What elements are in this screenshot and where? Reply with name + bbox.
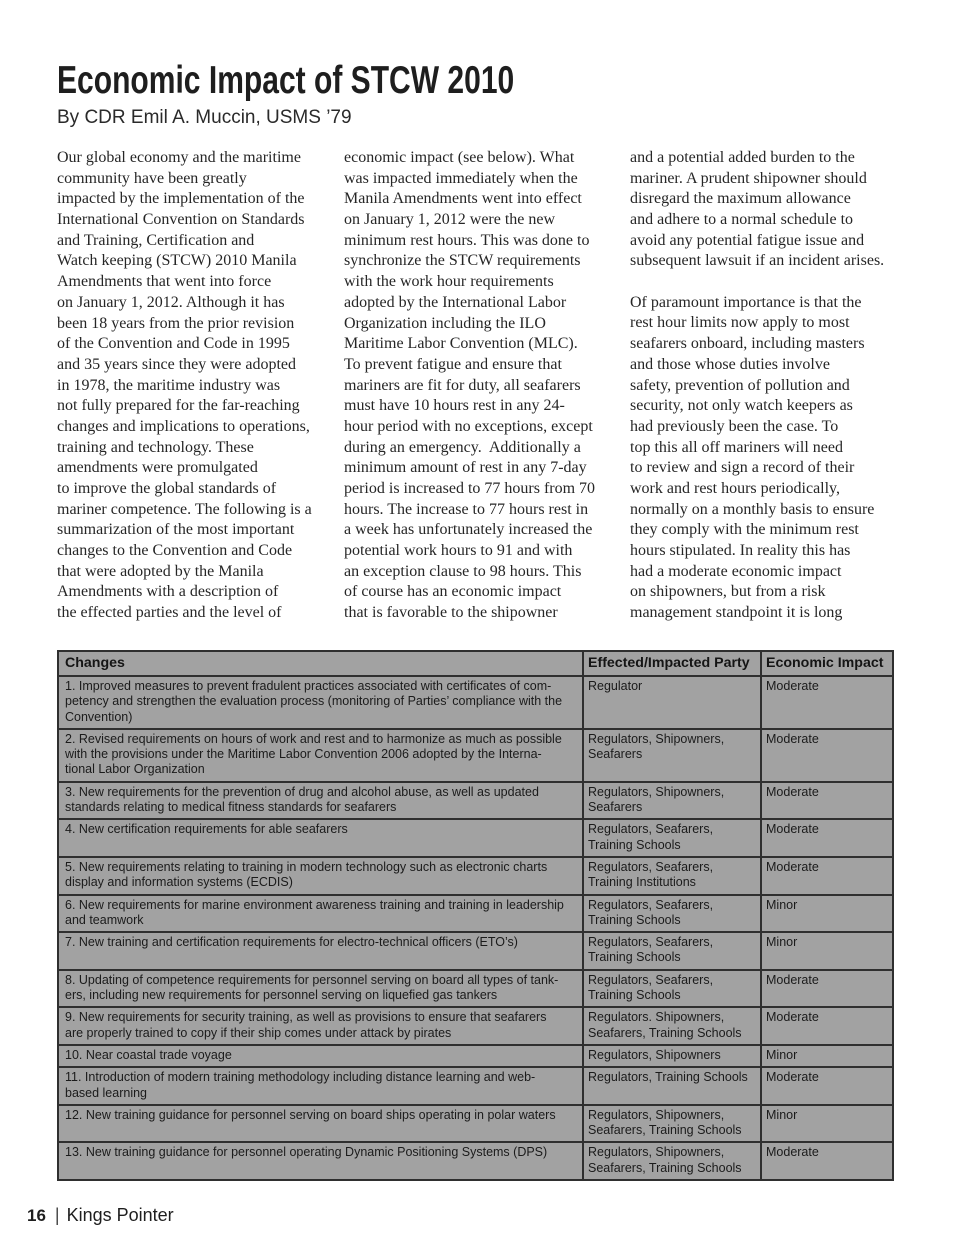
change-cell <box>59 677 582 728</box>
change-cell <box>59 858 582 894</box>
text-line: on January 1, 2012 were the new <box>344 211 556 229</box>
text-line: during an emergency. Additionally a <box>344 438 581 456</box>
change-text-line: 5. New requirements relating to training in modern technology such as electronic charts <box>65 859 548 874</box>
text-line: potential work hours to 91 and with <box>344 542 573 560</box>
party-text-line: Seafarers, Training Schools <box>588 1160 742 1175</box>
text-line: economic impact (see below). What <box>344 149 575 166</box>
party-text-line: Regulators, Shipowners, <box>588 1107 725 1122</box>
party-text-line: Regulators, Shipowners, <box>588 784 725 799</box>
text-line: rest hour limits now apply to most <box>630 314 850 332</box>
impact-cell: Moderate <box>760 820 892 856</box>
party-text-line: Seafarers <box>588 747 643 762</box>
page-footer <box>27 1205 174 1226</box>
table-row <box>59 856 892 894</box>
impact-cell: Minor <box>760 1106 892 1142</box>
text-line: Watch keeping (STCW) 2010 Manila <box>57 252 297 270</box>
text-line: minimum rest hours. This was done to <box>344 231 590 249</box>
change-cell <box>59 783 582 819</box>
change-cell <box>59 730 582 781</box>
change-text-line: 3. New requirements for the prevention of drug and alcohol abuse, as well as updated <box>65 784 539 799</box>
table-row <box>59 894 892 932</box>
impact-cell: Minor <box>760 933 892 969</box>
text-line: a week has unfortunately increased the <box>344 521 593 539</box>
table-row <box>59 1141 892 1179</box>
paragraph <box>630 293 902 624</box>
text-line: they comply with the minimum rest <box>630 521 859 539</box>
paragraph <box>630 148 902 272</box>
table-row <box>59 675 892 728</box>
table-row <box>59 931 892 969</box>
impact-cell: Moderate <box>760 1143 892 1179</box>
text-line: was impacted immediately when the <box>344 169 578 187</box>
change-text-line: 4. New certification requirements for able seafarers <box>65 822 348 837</box>
text-line: hours. The increase to 77 hours rest in <box>344 500 589 518</box>
party-text-line: Regulators. Shipowners, <box>588 1010 725 1025</box>
party-cell <box>582 1143 760 1179</box>
text-line: Manila Amendments went into effect <box>344 190 582 208</box>
text-line: and adhere to a normal schedule to <box>630 211 854 229</box>
text-column-3 <box>630 148 902 624</box>
text-line: an exception clause to 98 hours. This <box>344 562 582 580</box>
text-column-1 <box>57 148 329 624</box>
text-line: Maritime Labor Convention (MLC). <box>344 335 578 353</box>
impact-cell: Moderate <box>760 677 892 728</box>
text-line: that were adopted by the Manila <box>57 562 264 580</box>
text-line: Of paramount importance is that the <box>630 293 862 311</box>
party-text-line: Regulators, Seafarers, <box>588 897 714 912</box>
change-cell <box>59 1068 582 1104</box>
impact-cell: Moderate <box>760 1008 892 1044</box>
party-cell <box>582 896 760 932</box>
table-row <box>59 728 892 781</box>
text-line: changes and implications to operations, <box>57 417 310 435</box>
change-text-line: 9. New requirements for security training, as well as provisions to ensure that seafarers <box>65 1010 547 1025</box>
text-line: top this all off mariners will need <box>630 438 843 456</box>
party-cell <box>582 971 760 1007</box>
party-text-line: Regulators, Shipowners <box>588 1047 721 1062</box>
text-line: adopted by the International Labor <box>344 293 567 311</box>
text-line: and Training, Certification and <box>57 231 255 249</box>
party-text-line: Training Institutions <box>588 875 696 890</box>
change-cell <box>59 971 582 1007</box>
change-text-line: petency and strengthen the evaluation process (monitoring of Parties’ compliance with the <box>65 694 563 709</box>
change-text-line: and teamwork <box>65 912 144 927</box>
text-line: mariners are fit for duty, all seafarers <box>344 376 581 394</box>
table-header-row <box>59 652 892 675</box>
text-line: synchronize the STCW requirements <box>344 252 581 270</box>
party-text-line: Training Schools <box>588 950 681 965</box>
table-row <box>59 1044 892 1066</box>
text-line: to improve the global standards of <box>57 480 277 497</box>
text-line: not fully prepared for the far-reaching <box>57 397 300 415</box>
party-text-line: Regulators, Seafarers, <box>588 972 714 987</box>
text-line: had a moderate economic impact <box>630 562 842 580</box>
text-line: had previously been the case. To <box>630 417 839 435</box>
header-impact: Economic Impact <box>760 652 892 675</box>
party-cell <box>582 858 760 894</box>
party-text-line: Regulators, Seafarers, <box>588 822 714 837</box>
impact-cell: Moderate <box>760 783 892 819</box>
party-text-line: Regulators, Training Schools <box>588 1070 748 1085</box>
text-line: of the Convention and Code in 1995 <box>57 335 290 353</box>
text-line: International Convention on Standards <box>57 211 305 229</box>
header-changes: Changes <box>65 655 125 671</box>
text-line: on shipowners, but from a risk <box>630 583 826 601</box>
text-line: and a potential added burden to the <box>630 149 855 166</box>
header-party: Effected/Impacted Party <box>582 652 760 675</box>
text-line: To prevent fatigue and ensure that <box>344 355 562 373</box>
party-text-line: Seafarers <box>588 800 643 815</box>
footer-separator: | <box>54 1205 60 1225</box>
text-line: community have been greatly <box>57 169 247 187</box>
impact-cell: Minor <box>760 896 892 932</box>
party-cell <box>582 1068 760 1104</box>
change-cell <box>59 896 582 932</box>
text-line: subsequent lawsuit if an incident arises. <box>630 252 885 270</box>
change-text-line: Convention) <box>65 709 133 724</box>
change-text-line: are properly trained to copy if their ship comes under attack by pirates <box>65 1025 452 1040</box>
text-line: avoid any potential fatigue issue and <box>630 231 865 249</box>
text-line: hour period with no exceptions, except <box>344 417 593 435</box>
party-cell <box>582 1008 760 1044</box>
party-text-line: Regulators, Seafarers, <box>588 859 714 874</box>
article-title: Economic Impact of STCW 2010 <box>57 59 515 102</box>
text-line: mariner. A prudent shipowner should <box>630 169 867 187</box>
party-cell <box>582 820 760 856</box>
text-line: been 18 years from the prior revision <box>57 314 295 332</box>
text-line: safety, prevention of pollution and <box>630 376 850 394</box>
party-text-line: Regulators, Shipowners, <box>588 731 725 746</box>
party-text-line: Regulators, Shipowners, <box>588 1145 725 1160</box>
page-number: 16 <box>27 1206 46 1225</box>
text-line: and those whose duties involve <box>630 355 830 373</box>
party-cell <box>582 677 760 728</box>
table-row <box>59 781 892 819</box>
party-text-line: Training Schools <box>588 912 681 927</box>
change-text-line: ers, including new requirements for personnel serving on liquefied gas tankers <box>65 988 498 1003</box>
text-line: hours stipulated. In reality this has <box>630 542 851 560</box>
impact-cell: Moderate <box>760 1068 892 1104</box>
paragraph <box>57 148 329 624</box>
change-text-line: 1. Improved measures to prevent fradulent practices associated with certificates of com- <box>65 679 552 693</box>
change-text-line: 6. New requirements for marine environment awareness training and training in leadership <box>65 897 564 912</box>
party-text-line: Seafarers, Training Schools <box>588 1025 742 1040</box>
table-row <box>59 969 892 1007</box>
impact-cell: Moderate <box>760 971 892 1007</box>
impact-cell: Minor <box>760 1046 892 1066</box>
change-cell <box>59 1106 582 1142</box>
table-row <box>59 818 892 856</box>
change-text-line: 8. Updating of competence requirements for personnel serving on board all types of tank- <box>65 972 559 987</box>
change-cell <box>59 1008 582 1044</box>
text-line: training and technology. These <box>57 438 254 456</box>
party-text-line: Training Schools <box>588 837 681 852</box>
party-cell <box>582 933 760 969</box>
change-text-line: 11. Introduction of modern training methodology including distance learning and web- <box>65 1070 536 1085</box>
text-line: must have 10 hours rest in any 24- <box>344 397 565 415</box>
change-text-line: 13. New training guidance for personnel operating Dynamic Positioning Systems (DPS) <box>65 1145 548 1160</box>
impact-cell: Moderate <box>760 730 892 781</box>
change-cell <box>59 1143 582 1179</box>
party-text-line: Seafarers, Training Schools <box>588 1123 742 1138</box>
table-row <box>59 1066 892 1104</box>
change-text-line: 10. Near coastal trade voyage <box>65 1047 232 1062</box>
text-line: the effected parties and the level of <box>57 604 282 622</box>
publication-name: Kings Pointer <box>66 1205 174 1225</box>
impact-table <box>57 650 894 1181</box>
text-line: changes to the Convention and Code <box>57 542 293 560</box>
text-line: of course has an economic impact <box>344 583 562 601</box>
change-text-line: standards relating to medical fitness standards for seafarers <box>65 800 397 815</box>
paragraph <box>344 148 616 624</box>
text-line: work and rest hours periodically, <box>630 479 841 497</box>
text-line: normally on a monthly basis to ensure <box>630 500 875 518</box>
party-text-line: Training Schools <box>588 988 681 1003</box>
change-text-line: based learning <box>65 1085 148 1100</box>
table-row <box>59 1006 892 1044</box>
text-line: to review and sign a record of their <box>630 459 855 477</box>
change-cell <box>59 933 582 969</box>
text-line: that is favorable to the shipowner <box>344 604 558 622</box>
text-line: seafarers onboard, including masters <box>630 335 865 353</box>
text-line: management standpoint it is long <box>630 604 843 622</box>
text-line: impacted by the implementation of the <box>57 190 305 208</box>
party-text-line: Regulators, Seafarers, <box>588 935 714 950</box>
party-text-line: Regulator <box>588 679 643 693</box>
text-line: amendments were promulgated <box>57 459 258 477</box>
text-line: Amendments with a description of <box>57 583 279 601</box>
text-line: Organization including the ILO <box>344 314 546 332</box>
change-text-line: 12. New training guidance for personnel serving on board ships operating in polar waters <box>65 1107 556 1122</box>
text-line: and 35 years since they were adopted <box>57 355 297 373</box>
text-line: security, not only watch keepers as <box>630 397 853 415</box>
change-text-line: display and information systems (ECDIS) <box>65 875 293 890</box>
table-row <box>59 1104 892 1142</box>
text-line: Our global economy and the maritime <box>57 149 301 166</box>
change-text-line: tional Labor Organization <box>65 762 205 777</box>
change-text-line: 2. Revised requirements on hours of work and rest and to harmonize as much as possible <box>65 731 562 746</box>
text-line: mariner competence. The following is a <box>57 500 312 518</box>
change-text-line: 7. New training and certification requirements for electro-technical officers (ETO’s) <box>65 935 518 950</box>
change-cell <box>59 1046 582 1066</box>
party-cell <box>582 730 760 781</box>
party-cell <box>582 1106 760 1142</box>
byline: By CDR Emil A. Muccin, USMS ’79 <box>57 107 352 128</box>
impact-cell: Moderate <box>760 858 892 894</box>
text-line: with the work hour requirements <box>344 273 554 291</box>
party-cell <box>582 783 760 819</box>
party-cell <box>582 1046 760 1066</box>
text-line: minimum amount of rest in any 7-day <box>344 459 587 477</box>
text-line: on January 1, 2012. Although it has <box>57 293 285 311</box>
text-line: Amendments that went into force <box>57 273 272 291</box>
text-line: period is increased to 77 hours from 70 <box>344 480 596 497</box>
text-line: disregard the maximum allowance <box>630 190 851 208</box>
text-column-2 <box>344 148 616 624</box>
text-line: summarization of the most important <box>57 521 295 539</box>
change-text-line: with the provisions under the Maritime Labor Convention 2006 adopted by the Interna- <box>65 747 542 762</box>
change-cell <box>59 820 582 856</box>
text-line: in 1978, the maritime industry was <box>57 376 281 394</box>
